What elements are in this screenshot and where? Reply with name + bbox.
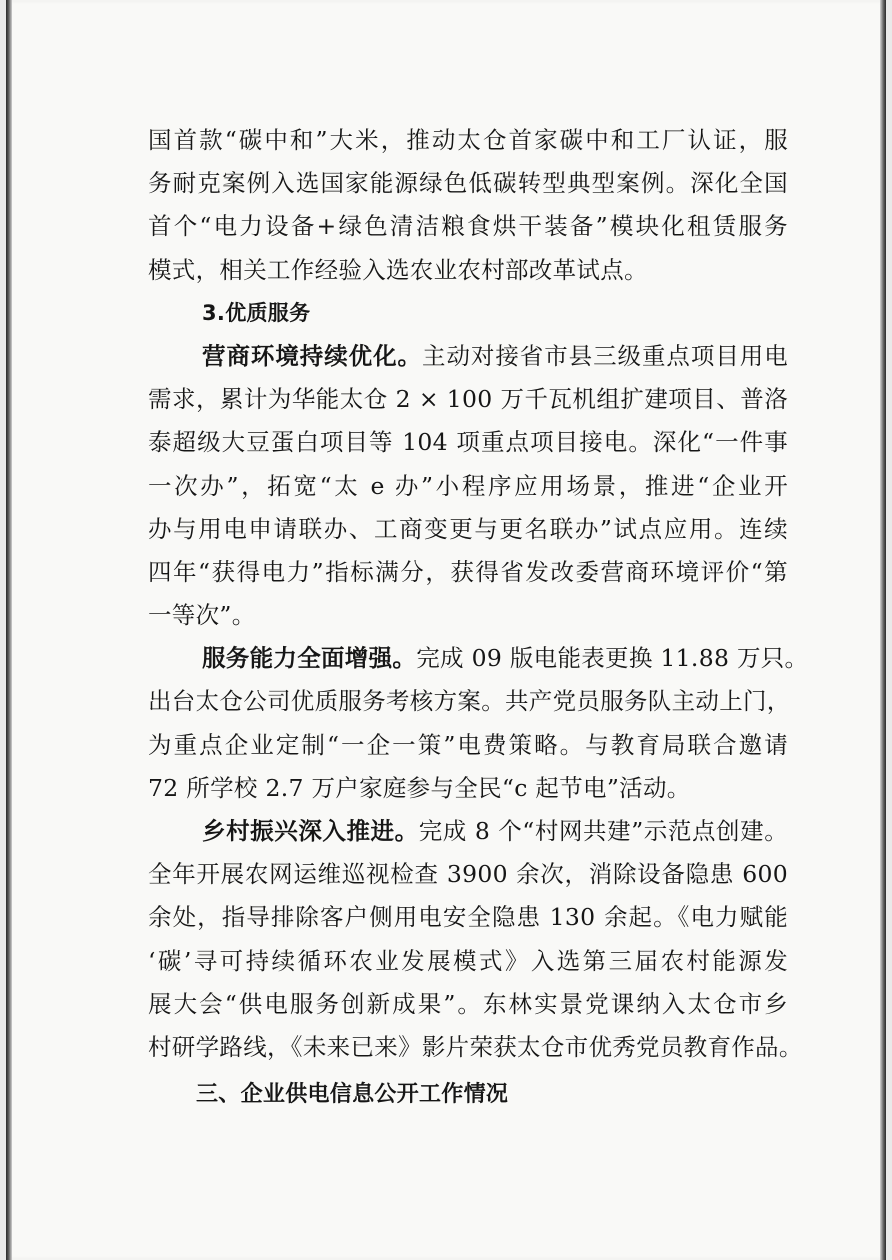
paragraph-line: 办与用电申请联办、工商变更与更名联办”试点应用。连续 [148,514,788,543]
paragraph-line: 全年开展农网运维巡视检查 3900 余次，消除设备隐患 600 [148,860,788,889]
paragraph-line: 为重点企业定制“一企一策”电费策略。与教育局联合邀请 [148,730,788,759]
paragraph-line: 村研学路线，《未来已来》影片荣获太仓市优秀党员教育作品。 [148,1032,803,1061]
paragraph-line: 72 所学校 2.7 万户家庭参与全民“c 起节电”活动。 [148,773,691,802]
paragraph-line: 需求，累计为华能太仓 2 × 100 万千瓦机组扩建项目、普洛 [148,385,788,414]
section-heading: 三、企业供电信息公开工作情况 [196,1082,509,1108]
paragraph-line: 务耐克案例入选国家能源绿色低碳转型典型案例。深化全国 [148,169,788,198]
paragraph-line: 展大会“供电服务创新成果”。东林实景党课纳入太仓市乡 [148,989,788,1018]
paragraph-line: 首个“电力设备+绿色清洁粮食烘干装备”模块化租赁服务 [148,212,788,241]
paragraph-line: 一等次”。 [148,601,256,630]
paragraph-line: 国首款“碳中和”大米，推动太仓首家碳中和工厂认证，服 [148,126,788,154]
paragraph-line: 一次办”，拓宽“太 e 办”小程序应用场景，推进“企业开 [148,471,788,500]
paragraph-line: 模式，相关工作经验入选农业农村部改革试点。 [148,255,648,284]
page-body [148,119,809,1116]
paragraph-line: 出台太仓公司优质服务考核方案。共产党员服务队主动上门， [148,687,791,716]
scan-left-edge [6,0,12,1260]
document-page [6,0,886,1260]
paragraph-heading: 乡村振兴深入推进。 [202,817,419,845]
paragraph-heading: 营商环境持续优化。 [202,341,422,370]
paragraph-text: 完成 09 版电能表更换 11.88 万只。 [416,644,809,673]
paragraph-line: 泰超级大豆蛋白项目等 104 项重点项目接电。深化“一件事 [148,428,788,457]
paragraph-text: 完成 8 个“村网共建”示范点创建。 [418,817,788,845]
paragraph-text: 主动对接省市县三级重点项目用电 [422,341,789,370]
paragraph-line: ‘碳’寻可持续循环农业发展模式》入选第三届农村能源发 [148,946,788,975]
scan-right-edge [880,0,886,1260]
paragraph-line [148,335,788,378]
paragraph-line: 四年“获得电力”指标满分，获得省发改委营商环境评价“第 [148,557,788,586]
paragraph-line [148,637,809,680]
subsection-heading: 3.优质服务 [202,300,311,325]
paragraph-line [148,810,788,853]
paragraph-heading: 服务能力全面增强。 [202,644,417,673]
paragraph-line: 余处，指导排除客户侧用电安全隐患 130 余起。《电力赋能 [148,903,788,932]
